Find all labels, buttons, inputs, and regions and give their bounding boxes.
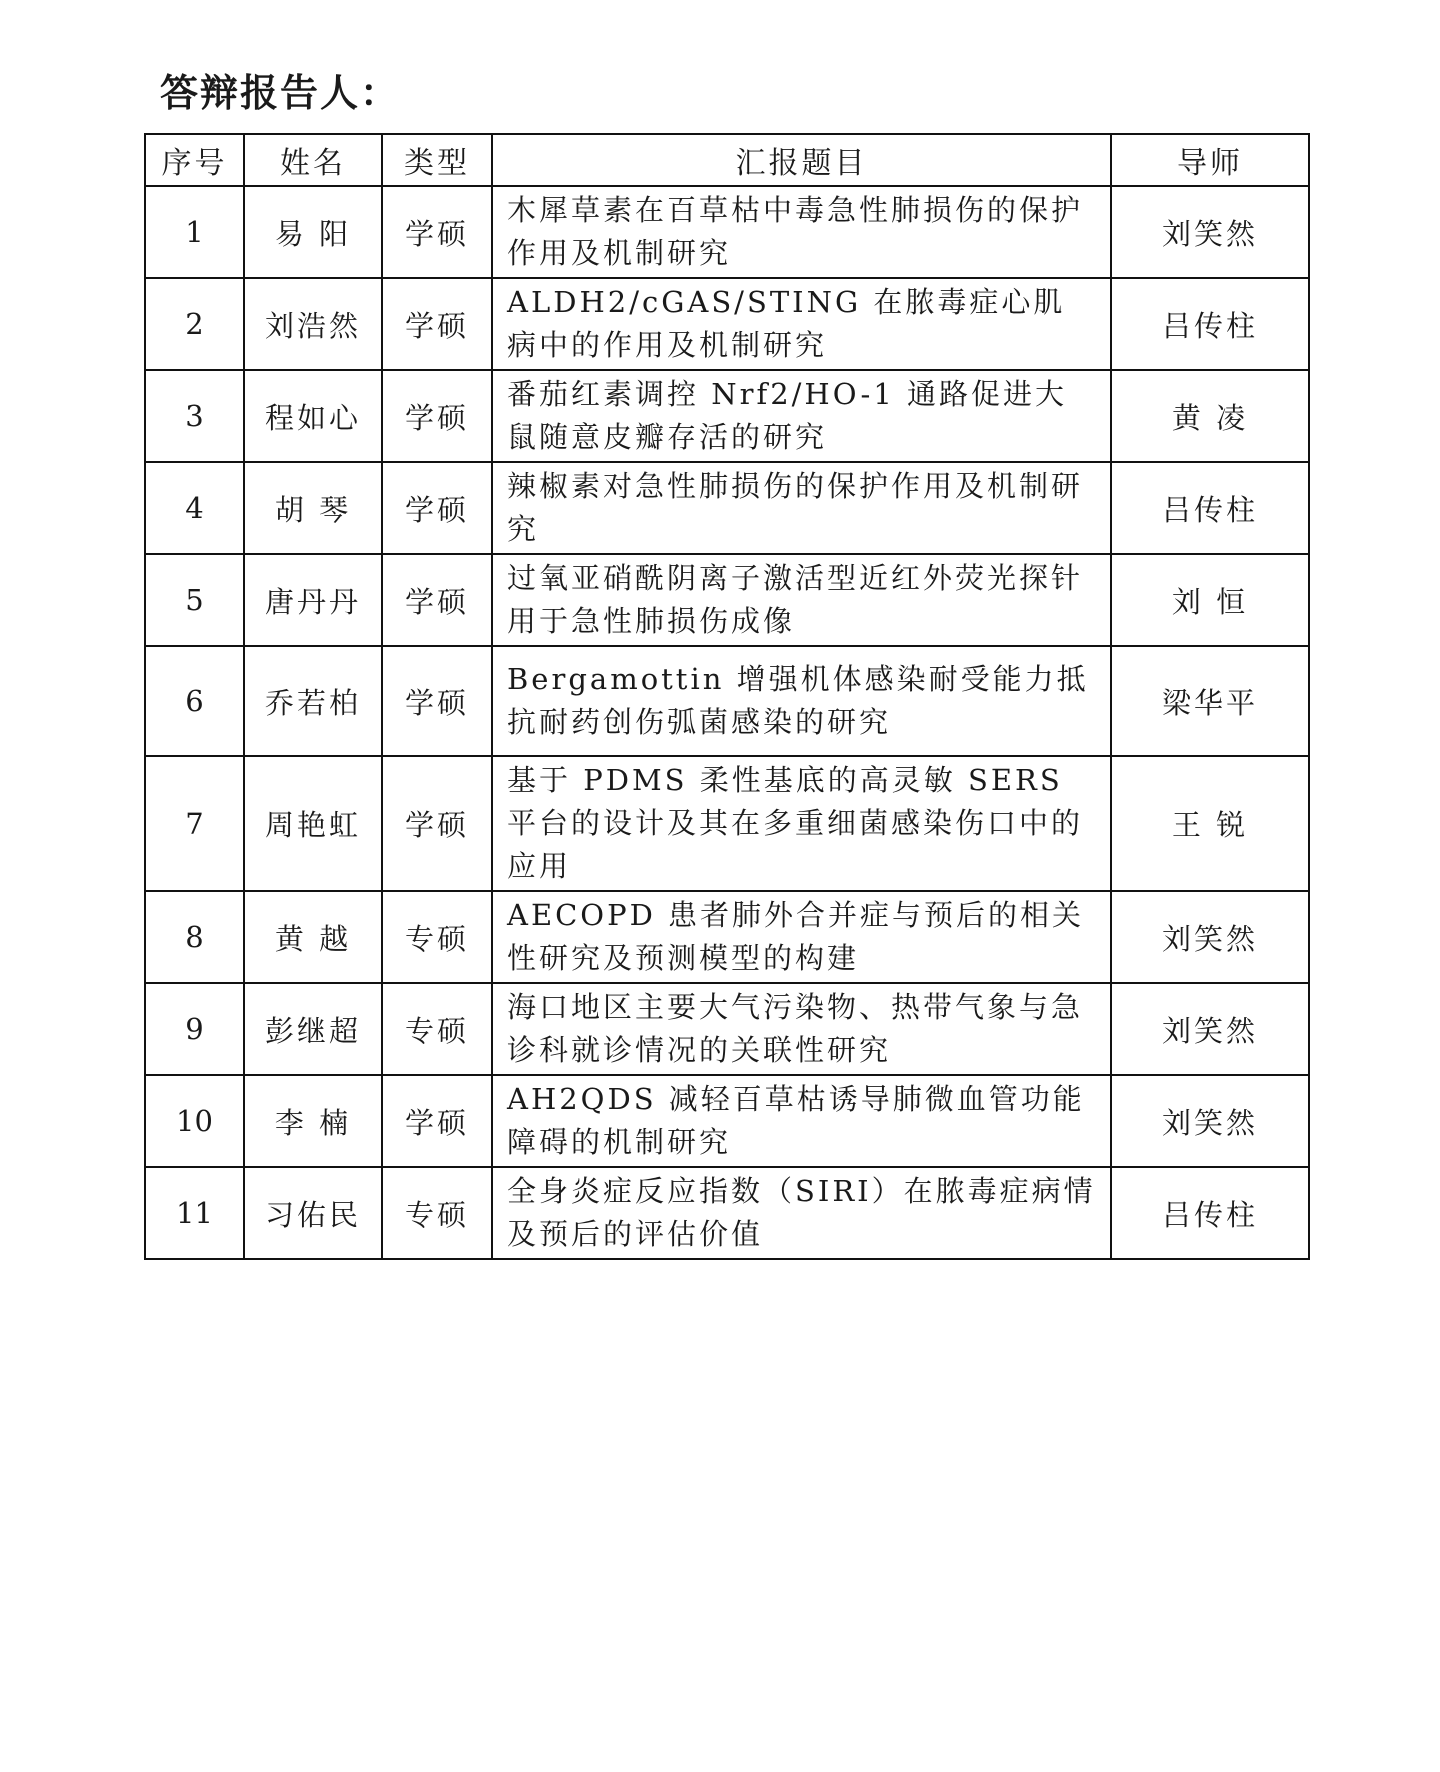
cell-name: 黄 越 [244, 891, 382, 983]
table-row [145, 891, 1309, 983]
cell-advisor: 吕传柱 [1111, 462, 1309, 554]
cell-no: 9 [145, 983, 244, 1075]
cell-advisor: 刘笑然 [1111, 1075, 1309, 1167]
table-row [145, 1167, 1309, 1259]
cell-no: 7 [145, 756, 244, 891]
cell-no: 10 [145, 1075, 244, 1167]
cell-advisor: 吕传柱 [1111, 278, 1309, 370]
cell-type: 学硕 [382, 554, 492, 646]
cell-type: 学硕 [382, 646, 492, 756]
cell-topic: ALDH2/cGAS/STING 在脓毒症心肌病中的作用及机制研究 [492, 278, 1111, 370]
table-row [145, 186, 1309, 278]
cell-name: 习佑民 [244, 1167, 382, 1259]
table-row [145, 756, 1309, 891]
cell-type: 专硕 [382, 983, 492, 1075]
cell-type: 学硕 [382, 370, 492, 462]
cell-name: 李 楠 [244, 1075, 382, 1167]
cell-topic: 辣椒素对急性肺损伤的保护作用及机制研究 [492, 462, 1111, 554]
cell-name: 唐丹丹 [244, 554, 382, 646]
cell-topic: Bergamottin 增强机体感染耐受能力抵抗耐药创伤弧菌感染的研究 [492, 646, 1111, 756]
cell-advisor: 王 锐 [1111, 756, 1309, 891]
cell-no: 5 [145, 554, 244, 646]
cell-name: 彭继超 [244, 983, 382, 1075]
cell-no: 1 [145, 186, 244, 278]
cell-type: 学硕 [382, 1075, 492, 1167]
cell-topic: 全身炎症反应指数（SIRI）在脓毒症病情及预后的评估价值 [492, 1167, 1111, 1259]
cell-topic: AECOPD 患者肺外合并症与预后的相关性研究及预测模型的构建 [492, 891, 1111, 983]
cell-no: 11 [145, 1167, 244, 1259]
cell-advisor: 刘笑然 [1111, 186, 1309, 278]
cell-advisor: 黄 凌 [1111, 370, 1309, 462]
header-advisor: 导师 [1111, 134, 1309, 186]
cell-name: 易 阳 [244, 186, 382, 278]
cell-advisor: 刘 恒 [1111, 554, 1309, 646]
cell-type: 学硕 [382, 278, 492, 370]
table-header-row [145, 134, 1309, 186]
page-title: 答辩报告人： [160, 70, 401, 115]
table-row [145, 1075, 1309, 1167]
table-row [145, 646, 1309, 756]
cell-type: 专硕 [382, 1167, 492, 1259]
cell-no: 3 [145, 370, 244, 462]
cell-type: 学硕 [382, 462, 492, 554]
cell-topic: AH2QDS 减轻百草枯诱导肺微血管功能障碍的机制研究 [492, 1075, 1111, 1167]
cell-type: 学硕 [382, 756, 492, 891]
cell-name: 周艳虹 [244, 756, 382, 891]
cell-no: 8 [145, 891, 244, 983]
cell-name: 刘浩然 [244, 278, 382, 370]
cell-advisor: 刘笑然 [1111, 983, 1309, 1075]
cell-type: 学硕 [382, 186, 492, 278]
cell-name: 胡 琴 [244, 462, 382, 554]
table-row [145, 554, 1309, 646]
header-name: 姓名 [244, 134, 382, 186]
cell-type: 专硕 [382, 891, 492, 983]
cell-advisor: 梁华平 [1111, 646, 1309, 756]
cell-topic: 海口地区主要大气污染物、热带气象与急诊科就诊情况的关联性研究 [492, 983, 1111, 1075]
cell-no: 6 [145, 646, 244, 756]
presenter-table [144, 133, 1310, 1260]
table-row [145, 462, 1309, 554]
cell-no: 2 [145, 278, 244, 370]
cell-no: 4 [145, 462, 244, 554]
cell-advisor: 吕传柱 [1111, 1167, 1309, 1259]
header-topic: 汇报题目 [492, 134, 1111, 186]
header-type: 类型 [382, 134, 492, 186]
cell-name: 乔若柏 [244, 646, 382, 756]
cell-topic: 番茄红素调控 Nrf2/HO-1 通路促进大鼠随意皮瓣存活的研究 [492, 370, 1111, 462]
cell-name: 程如心 [244, 370, 382, 462]
cell-topic: 基于 PDMS 柔性基底的高灵敏 SERS 平台的设计及其在多重细菌感染伤口中的应用 [492, 756, 1111, 891]
table-row [145, 983, 1309, 1075]
cell-topic: 过氧亚硝酰阴离子激活型近红外荧光探针用于急性肺损伤成像 [492, 554, 1111, 646]
cell-advisor: 刘笑然 [1111, 891, 1309, 983]
header-no: 序号 [145, 134, 244, 186]
table-row [145, 278, 1309, 370]
table-row [145, 370, 1309, 462]
cell-topic: 木犀草素在百草枯中毒急性肺损伤的保护作用及机制研究 [492, 186, 1111, 278]
